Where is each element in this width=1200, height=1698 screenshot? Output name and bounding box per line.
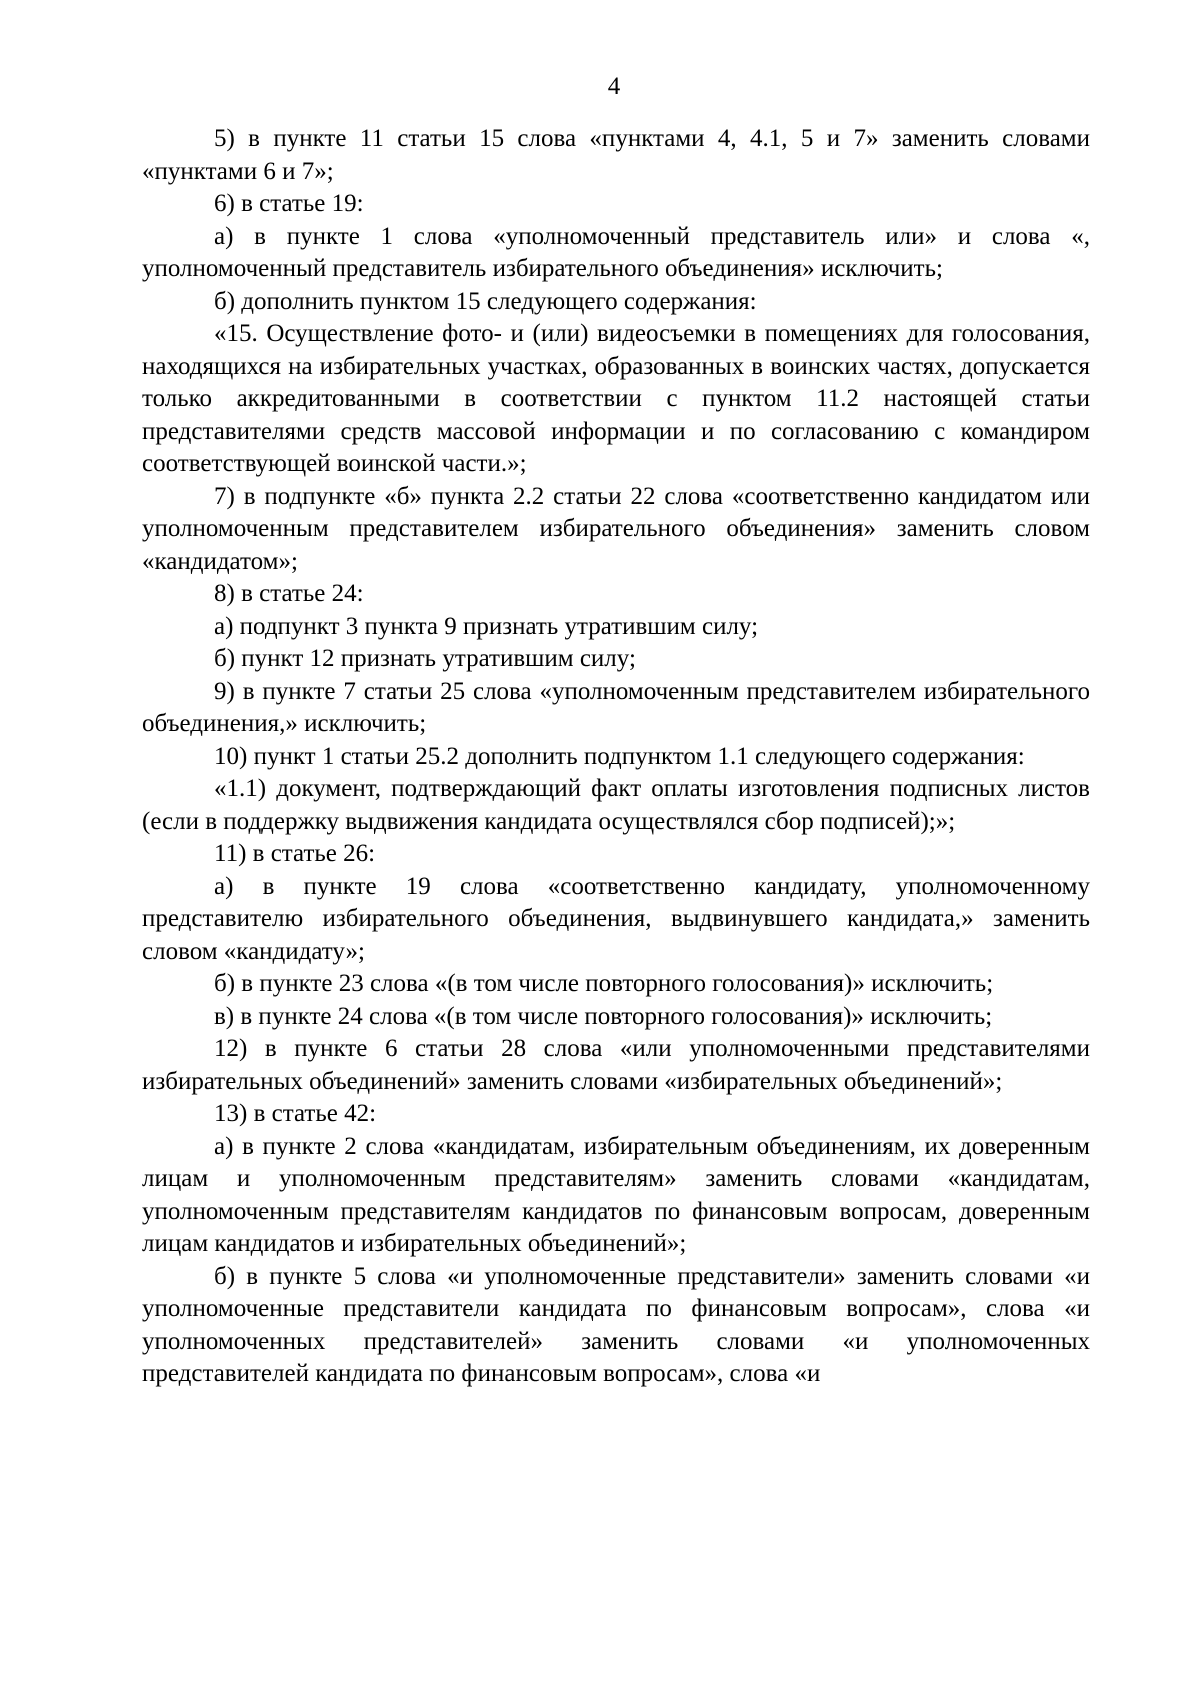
paragraph: в) в пункте 24 слова «(в том числе повторного голосования)» исключить;: [214, 1002, 993, 1030]
paragraph: 10) пункт 1 статьи 25.2 дополнить подпунктом 1.1 следующего содержания:: [214, 742, 1025, 770]
paragraph: 5) в пункте 11 статьи 15 слова «пунктами 4, 4.1, 5 и 7» заменить словами «пунктами 6 и 7»;: [142, 125, 1090, 185]
paragraph: 7) в подпункте «б» пункта 2.2 статьи 22 слова «соответственно кандидатом или уполномоченным представителем избирательного объединения» заменить словом «кандидатом»;: [142, 482, 1090, 575]
paragraph: «15. Осуществление фото- и (или) видеосъемки в помещениях для голосования, находящихся на избирательных участках, образованных в воинских частях, допускается только аккредитованными в соответствии с пунктом 11.2 настоящей статьи представителями средств массовой информации и по согласованию с командиром соответствующей воинской части.»;: [142, 320, 1090, 477]
paragraph: 13) в статье 42:: [214, 1100, 377, 1127]
paragraph: б) в пункте 23 слова «(в том числе повторного голосования)» исключить;: [214, 970, 994, 997]
paragraph: а) в пункте 1 слова «уполномоченный представитель или» и слова «, уполномоченный представитель избирательного объединения» исключить;: [142, 222, 1090, 282]
paragraph: 8) в статье 24:: [214, 580, 364, 607]
paragraph: б) дополнить пунктом 15 следующего содержания:: [214, 287, 757, 315]
paragraph: б) пункт 12 признать утратившим силу;: [214, 645, 636, 672]
paragraph: 9) в пункте 7 статьи 25 слова «уполномоченным представителем избирательного объединения,» исключить;: [142, 677, 1090, 737]
paragraph: 11) в статье 26:: [214, 840, 376, 867]
document-body: [142, 123, 1090, 1391]
paragraph: а) в пункте 19 слова «соответственно кандидату, уполномоченному представителю избирательного объединения, выдвинувшего кандидата,» заменить словом «кандидату»;: [142, 872, 1090, 965]
page-number: 4: [607, 73, 621, 100]
paragraph: 12) в пункте 6 статьи 28 слова «или уполномоченными представителями избирательных объединений» заменить словами «избирательных объединений»;: [142, 1035, 1090, 1095]
paragraph: «1.1) документ, подтверждающий факт оплаты изготовления подписных листов (если в поддержку выдвижения кандидата осуществлялся сбор подписей);»;: [142, 775, 1090, 835]
paragraph: а) подпункт 3 пункта 9 признать утратившим силу;: [214, 612, 759, 640]
paragraph: б) в пункте 5 слова «и уполномоченные представители» заменить словами «и уполномоченные представители кандидата по финансовым вопросам», слова «и уполномоченных представителей» заменить словами «и уполномоченных представителей кандидата по финансовым вопросам», слова «и: [142, 1262, 1090, 1387]
paragraph: а) в пункте 2 слова «кандидатам, избирательным объединениям, их доверенным лицам и уполномоченным представителям» заменить словами «кандидатам, уполномоченным представителям кандидатов по финансовым вопросам, доверенным лицам кандидатов и избирательных объединений»;: [142, 1132, 1090, 1257]
paragraph: 6) в статье 19:: [214, 190, 364, 217]
